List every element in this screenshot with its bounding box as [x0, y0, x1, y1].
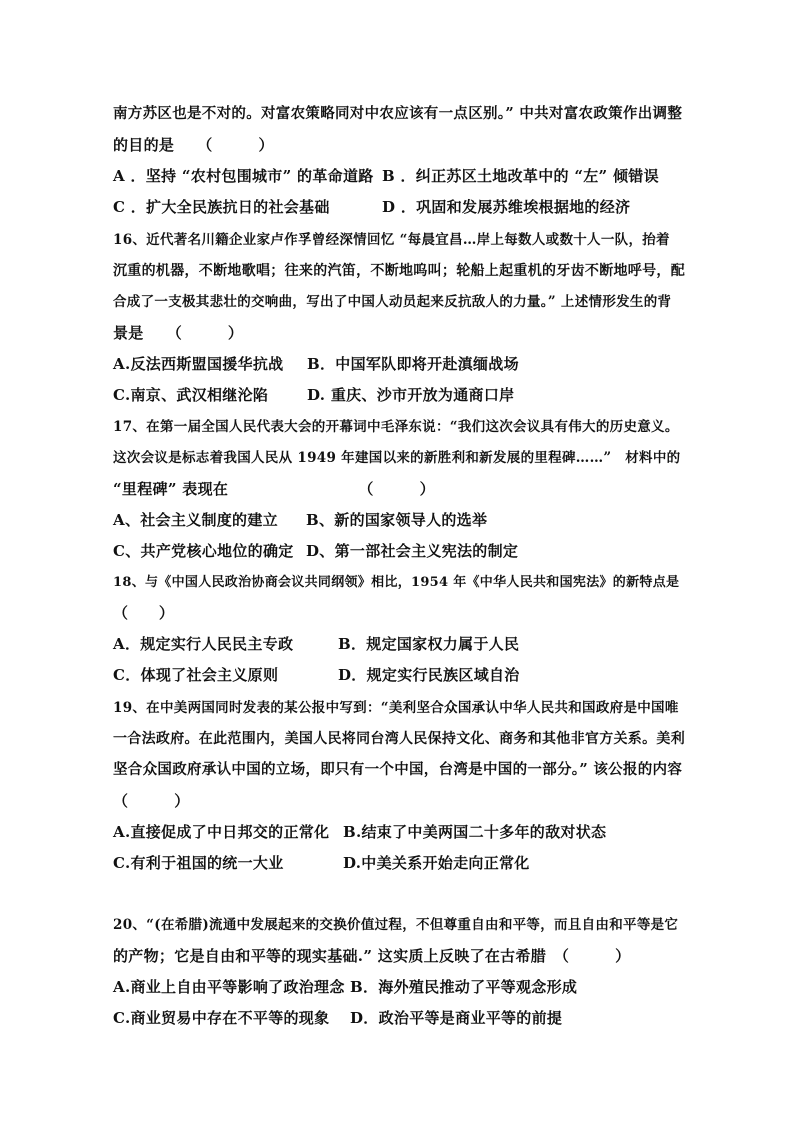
q18-option-a: A．规定实行人民民主专政	[113, 635, 294, 653]
q20-option-d: D．政治平等是商业平等的前提	[350, 1009, 563, 1027]
q17-option-d: D、第一部社会主义宪法的制定	[306, 542, 519, 560]
q20-stem-line-1: 20、“(在希腊)流通中发展起来的交换价值过程，不但尊重自由和平等，而且自由和平等是它	[113, 917, 679, 933]
q17-stem-line-3: “里程碑” 表现在 （ ）	[113, 480, 435, 498]
q18-option-c: C．体现了社会主义原则	[113, 666, 279, 684]
q15-option-a: A ．坚持 “农村包围城市” 的革命道路	[113, 167, 374, 185]
q16-stem-line-3: 合成了一支极其悲壮的交响曲，写出了中国人动员起来反抗敌人的力量。” 上述情形发生的背	[113, 294, 672, 310]
q20-option-c: C.商业贸易中存在不平等的现象	[113, 1009, 330, 1027]
q16-option-a: A.反法西斯盟国援华抗战	[113, 355, 284, 373]
q17-option-a: A、社会主义制度的建立	[113, 511, 278, 529]
q17-stem-line-2: 这次会议是标志着我国人民从 1949 年建国以来的新胜利和新发展的里程碑……” 材料中的	[113, 450, 681, 466]
q16-stem-line-1: 16、近代著名川籍企业家卢作孚曾经深情回忆 “每晨宜昌…岸上每数人或数十人一队，抬着	[113, 232, 670, 248]
q16-option-c: C.南京、武汉相继沦陷	[113, 386, 269, 404]
q18-option-d: D．规定实行民族区域自治	[338, 666, 520, 684]
q15-option-d: D ．巩固和发展苏维埃根据地的经济	[382, 198, 631, 216]
q18-option-b: B．规定国家权力属于人民	[338, 635, 520, 653]
q15-stem-line-1: 南方苏区也是不对的。对富农策略同对中农应该有一点区别。” 中共对富农政策作出调整	[113, 105, 683, 122]
q19-stem-line-1: 19、在中美两国同时发表的某公报中写到：“美利坚合众国承认中华人民共和国政府是中国唯	[113, 700, 679, 716]
q20-option-a: A.商业上自由平等影响了政治理念	[113, 978, 345, 996]
q15-option-b: B ．纠正苏区土地改革中的 “左” 倾错误	[382, 167, 659, 185]
q19-stem-line-3: 坚合众国政府承认中国的立场，即只有一个中国，台湾是中国的一部分。” 该公报的内容	[113, 761, 683, 778]
q19-stem-line-2: 一合法政府。在此范围内，美国人民将同台湾人民保持文化、商务和其他非官方关系。美利	[113, 731, 685, 747]
q17-option-b: B、新的国家领导人的选举	[306, 511, 488, 529]
q18-stem-line-2: （ ）	[113, 604, 175, 622]
q20-stem-line-2: 的产物；它是自由和平等的现实基础.” 这实质上反映了在古希腊 （ ）	[113, 947, 631, 965]
q16-option-b: B．中国军队即将开赴滇缅战场	[307, 355, 519, 373]
q17-option-c: C、共产党核心地位的确定	[113, 542, 294, 560]
q16-stem-line-2: 沉重的机器，不断地歌唱；往来的汽笛，不断地呜叫；轮船上起重机的牙齿不断地呼号，配	[113, 263, 685, 279]
q19-stem-line-4: （ ）	[113, 792, 190, 810]
q17-stem-line-1: 17、在第一届全国人民代表大会的开幕词中毛泽东说：“我们这次会议具有伟大的历史意义。	[113, 419, 679, 435]
q19-option-c: C.有利于祖国的统一大业	[113, 854, 284, 872]
q19-option-b: B.结束了中美两国二十多年的敌对状态	[343, 823, 607, 841]
q16-stem-line-4: 景是 （ ）	[113, 324, 244, 342]
q19-option-a: A.直接促成了中日邦交的正常化	[113, 823, 330, 841]
q15-option-c: C ．扩大全民族抗日的社会基础	[113, 198, 330, 216]
q15-stem-line-2: 的目的是 （ ）	[113, 136, 274, 154]
q19-option-d: D.中美关系开始走向正常化	[343, 854, 530, 872]
q18-stem-line-1: 18、与《中国人民政治协商会议共同纲领》相比，1954 年《中华人民共和国宪法》的新特点是	[113, 575, 680, 590]
q16-option-d: D. 重庆、沙市开放为通商口岸	[307, 386, 515, 404]
q20-option-b: B．海外殖民推动了平等观念形成	[350, 978, 578, 996]
